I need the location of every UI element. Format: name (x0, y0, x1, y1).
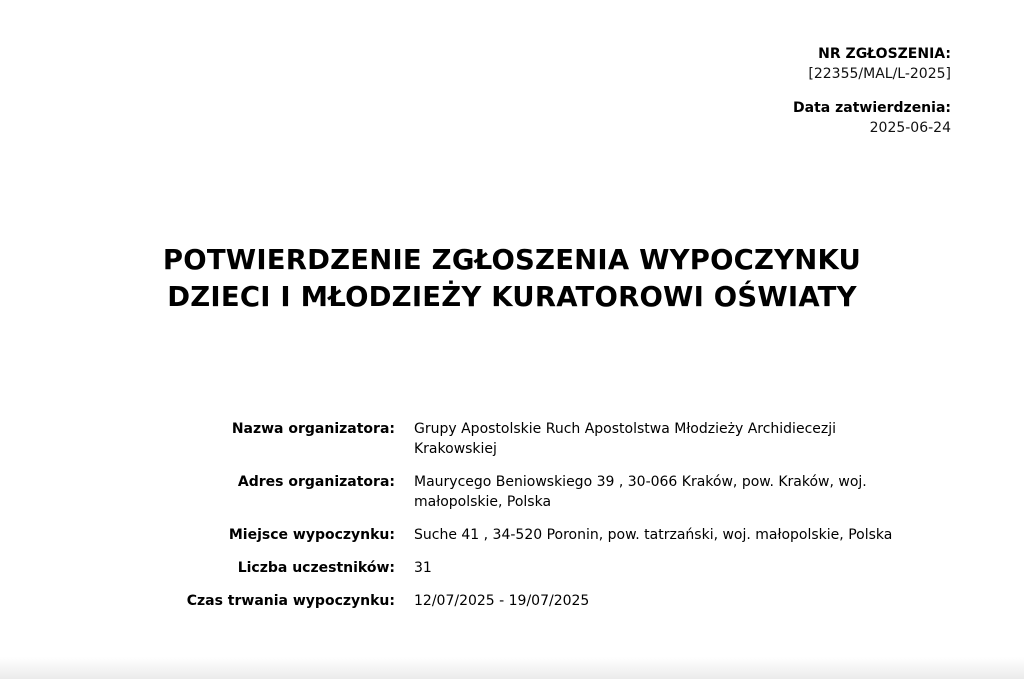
registration-number-value: [22355/MAL/L-2025] (808, 66, 951, 82)
detail-label: Miejsce wypoczynku: (228, 527, 395, 543)
details-table (120, 419, 940, 624)
detail-value: 12/07/2025 - 19/07/2025 (414, 593, 590, 609)
page-bottom-shadow (0, 657, 1024, 679)
registration-number-label: NR ZGŁOSZENIA: (818, 46, 951, 62)
detail-value: Suche 41 , 34-520 Poronin, pow. tatrzański, woj. małopolskie, Polska (414, 527, 893, 543)
document-meta (793, 44, 951, 138)
detail-label: Nazwa organizatora: (231, 421, 395, 437)
detail-label: Czas trwania wypoczynku: (186, 593, 395, 609)
detail-row-organizer-name (120, 419, 940, 459)
detail-label: Liczba uczestników: (237, 560, 395, 576)
approval-date-block (793, 98, 951, 138)
detail-value: Grupy Apostolskie Ruch Apostolstwa Młodzieży Archidiecezji Krakowskiej (414, 421, 837, 457)
registration-number-block (793, 44, 951, 84)
document-title-line-2: DZIECI I MŁODZIEŻY KURATOROWI OŚWIATY (167, 281, 857, 313)
detail-value: 31 (414, 560, 432, 576)
approval-date-value: 2025-06-24 (869, 120, 951, 136)
detail-row-location (120, 525, 940, 545)
document-title-line-1: POTWIERDZENIE ZGŁOSZENIA WYPOCZYNKU (162, 244, 862, 276)
document-title (0, 242, 1024, 316)
approval-date-label: Data zatwierdzenia: (793, 100, 951, 116)
detail-row-duration (120, 591, 940, 611)
detail-row-participants (120, 558, 940, 578)
detail-label: Adres organizatora: (237, 474, 395, 490)
detail-row-organizer-address (120, 472, 940, 512)
detail-value: Maurycego Beniowskiego 39 , 30-066 Kraków, pow. Kraków, woj. małopolskie, Polska (414, 474, 867, 510)
